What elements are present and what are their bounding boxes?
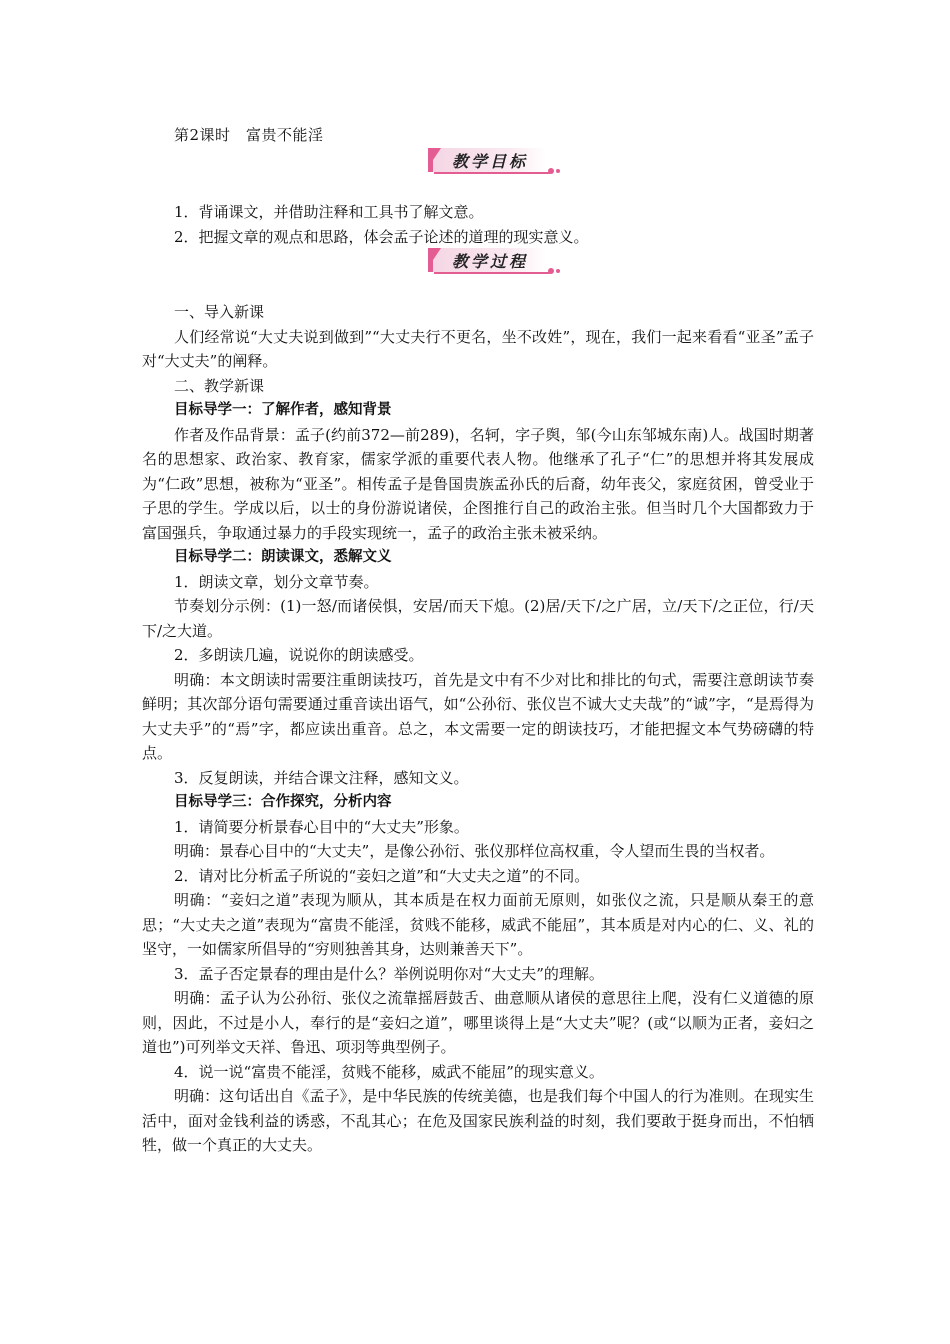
paragraph: 节奏划分示例：(1)一怒/而诸侯惧，安居/而天下熄。(2)居/天下/之广居，立/天下/之正位，行/天下/之大道。 [142,597,814,640]
answer: 明确：“妾妇之道”表现为顺从，其本质是在权力面前无原则，如张仪之流，只是顺从秦王的意思；“大丈夫之道”表现为“富贵不能淫，贫贱不能移，威武不能屈”，其本质是对内心的仁、义、礼的坚守，一如儒家所倡导的“穷则独善其身，达则兼善天下”。 [142,891,814,958]
section-heading: 一、导入新课 [174,303,265,321]
banner-label: 教学过程 [452,252,529,271]
goal-heading: 目标导学二：朗读课文，悉解文义 [174,549,392,565]
answer: 明确：孟子认为公孙衍、张仪之流靠摇唇鼓舌、曲意顺从诸侯的意思往上爬，没有仁义道德的原则，因此，不过是小人，奉行的是“妾妇之道”，哪里谈得上是“大丈夫”呢？(或“以顺为正者，妾妇之道也”)可列举文天祥、鲁迅、项羽等典型例子。 [142,989,814,1056]
banner-underline [434,272,550,274]
banner-dot [556,169,560,173]
objective-item: 1．背诵课文，并借助注释和工具书了解文意。 [174,203,484,221]
lesson-title: 第2课时 富贵不能淫 [174,126,324,144]
banner-fold [433,248,441,260]
section-heading: 二、教学新课 [174,376,265,395]
banner-underline [434,172,550,174]
process-banner [428,248,560,278]
banner-dot [556,269,560,273]
question: 1．朗读文章，划分文章节奏。 [174,572,379,591]
question: 1．请简要分析景春心目中的“大丈夫”形象。 [174,817,469,836]
objective-item: 2．把握文章的观点和思路，体会孟子论述的道理的现实意义。 [174,227,589,246]
paragraph: 人们经常说“大丈夫说到做到”“大丈夫行不更名，坐不改姓”，现在，我们一起来看看“亚圣”孟子对“大丈夫”的阐释。 [142,327,814,370]
banner-label: 教学目标 [452,152,529,171]
question: 4．说一说“富贵不能淫，贫贱不能移，威武不能屈”的现实意义。 [174,1062,604,1081]
banner-dot [548,168,554,174]
answer: 明确：这句话出自《孟子》，是中华民族的传统美德，也是我们每个中国人的行为准则。在现实生活中，面对金钱利益的诱惑，不乱其心；在危及国家民族利益的时刻，我们要敢于挺身而出，不怕牺牲，做一个真正的大丈夫。 [142,1087,814,1154]
process-body [142,300,814,1158]
goal-heading: 目标导学三：合作探究，分析内容 [174,794,392,810]
question: 3．反复朗读，并结合课文注释，感知文义。 [174,768,469,787]
objectives-banner [428,148,560,178]
question: 2．多朗读几遍，说说你的朗读感受。 [174,646,424,664]
answer: 明确：景春心目中的“大丈夫”，是像公孙衍、张仪那样位高权重，令人望而生畏的当权者。 [174,842,775,860]
question: 2．请对比分析孟子所说的“妾妇之道”和“大丈夫之道”的不同。 [174,866,590,885]
answer: 明确：本文朗读时需要注重朗读技巧，首先是文中有不少对比和排比的句式，需要注意朗读节奏鲜明；其次部分语句需要通过重音读出语气，如“公孙衍、张仪岂不诚大丈夫哉”的“诚”字，“是焉得为大丈夫乎”的“焉”字，都应读出重音。总之，本文需要一定的朗读技巧，才能把握文本气势磅礴的特点。 [142,670,814,762]
question: 3．孟子否定景春的理由是什么？举例说明你对“大丈夫”的理解。 [174,964,604,983]
banner-dot [548,268,554,274]
banner-fold [433,148,441,160]
goal-heading: 目标导学一：了解作者，感知背景 [174,402,392,418]
objectives-list [142,200,814,249]
paragraph: 作者及作品背景：孟子(约前372—前289)，名轲，字子舆，邹(今山东邹城东南)人。战国时期著名的思想家、政治家、教育家，儒家学派的重要代表人物。他继承了孔子“仁”的思想并将其发展成为“仁政”思想，被称为“亚圣”。相传孟子是鲁国贵族孟孙氏的后裔，幼年丧父，家庭贫困，曾受业于子思的学生。学成以后，以士的身份游说诸侯，企图推行自己的政治主张。但当时几个大国都致力于富国强兵，争取通过暴力的手段实现统一，孟子的政治主张未被采纳。 [142,425,814,542]
